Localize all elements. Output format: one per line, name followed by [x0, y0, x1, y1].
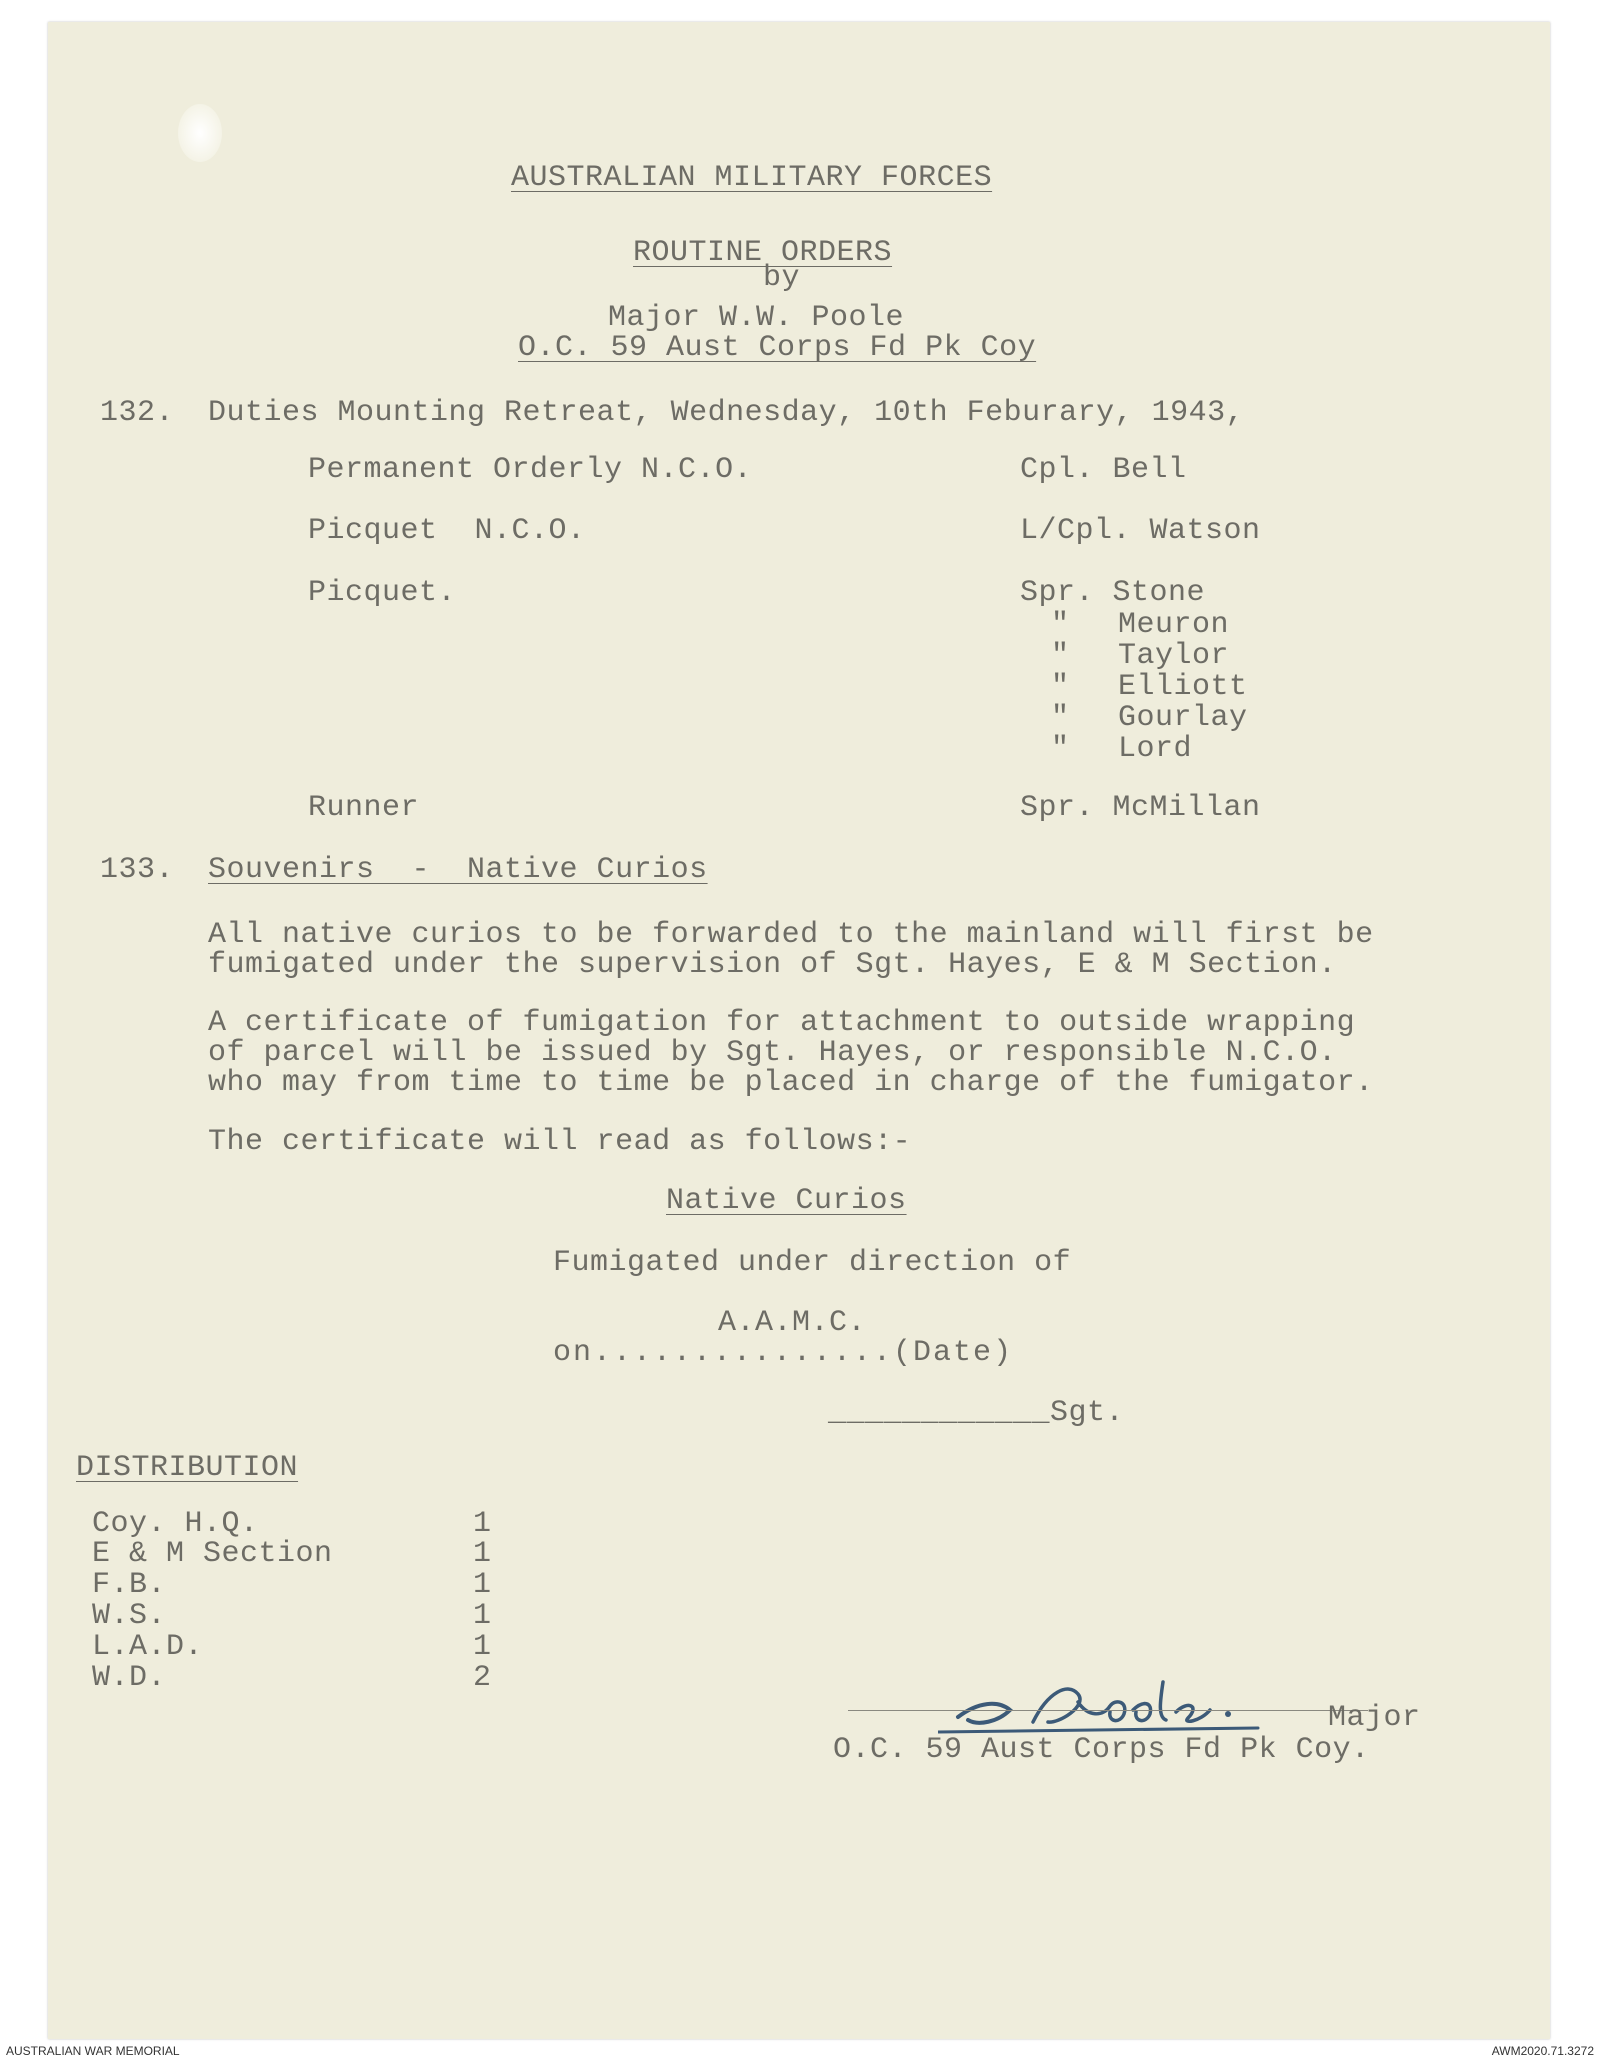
paragraph-line: who may from time to time be placed in charge of the fumigator.: [208, 1066, 1374, 1100]
certificate-date-line: on...............(Date): [553, 1336, 1014, 1370]
duty-person: Spr. McMillan: [1020, 791, 1261, 825]
header-line-forces: AUSTRALIAN MILITARY FORCES: [511, 161, 993, 195]
header-line-officer: Major W.W. Poole: [608, 301, 905, 335]
distribution-qty: 1: [473, 1599, 492, 1633]
picquet-name: Taylor: [1118, 639, 1230, 673]
ditto-mark: ": [1051, 639, 1070, 673]
duty-person: Cpl. Bell: [1020, 453, 1187, 487]
duty-label: Permanent Orderly N.C.O.: [308, 453, 753, 487]
footer-credit: AUSTRALIAN WAR MEMORIAL: [6, 2044, 180, 2058]
paragraph-line: The certificate will read as follows:-: [208, 1125, 912, 1159]
distribution-label: L.A.D.: [92, 1630, 204, 1664]
distribution-qty: 2: [473, 1661, 492, 1695]
picquet-name: Gourlay: [1118, 701, 1248, 735]
distribution-label: F.B.: [92, 1568, 167, 1602]
certificate-signature-line: ____________Sgt.: [828, 1396, 1125, 1430]
header-line-by: by: [763, 261, 801, 295]
signatory-rank: Major: [1328, 1701, 1421, 1735]
duty-person: Spr. Stone: [1020, 576, 1206, 610]
picquet-name: Meuron: [1118, 608, 1230, 642]
picquet-name: Lord: [1118, 732, 1193, 766]
paragraph-line: fumigated under the supervision of Sgt. Hayes, E & M Section.: [208, 948, 1337, 982]
distribution-qty: 1: [473, 1537, 492, 1571]
ditto-mark: ": [1051, 732, 1070, 766]
duty-label: Picquet.: [308, 576, 457, 610]
order-132-title: Duties Mounting Retreat, Wednesday, 10th Feburary, 1943,: [208, 396, 1245, 430]
header-line-orders: ROUTINE ORDERS: [633, 236, 893, 270]
ditto-mark: ": [1051, 608, 1070, 642]
distribution-heading: DISTRIBUTION: [76, 1451, 299, 1485]
header-line-unit: O.C. 59 Aust Corps Fd Pk Coy: [518, 331, 1037, 365]
duty-label: Runner: [308, 791, 420, 825]
document-page: [48, 22, 1550, 2039]
signature-rule: [848, 1710, 1368, 1711]
distribution-label: W.D.: [92, 1661, 167, 1695]
distribution-label: E & M Section: [92, 1537, 333, 1571]
footer-accession: AWM2020.71.3272: [1491, 2044, 1594, 2058]
distribution-qty: 1: [473, 1630, 492, 1664]
order-133-title: Souvenirs - Native Curios: [208, 853, 708, 887]
duty-person: L/Cpl. Watson: [1020, 514, 1261, 548]
distribution-label: Coy. H.Q.: [92, 1507, 259, 1541]
certificate-line: A.A.M.C.: [718, 1306, 867, 1340]
ditto-mark: ": [1051, 670, 1070, 704]
distribution-qty: 1: [473, 1568, 492, 1602]
distribution-qty: 1: [473, 1507, 492, 1541]
ditto-mark: ": [1051, 701, 1070, 735]
paragraph-line: A certificate of fumigation for attachment to outside wrapping: [208, 1006, 1356, 1040]
signatory-title: O.C. 59 Aust Corps Fd Pk Coy.: [833, 1733, 1370, 1767]
picquet-name: Elliott: [1118, 670, 1248, 704]
distribution-label: W.S.: [92, 1599, 167, 1633]
certificate-line: Fumigated under direction of: [553, 1246, 1072, 1280]
duty-label: Picquet N.C.O.: [308, 514, 586, 548]
order-133-number: 133.: [100, 853, 175, 887]
certificate-title: Native Curios: [666, 1184, 907, 1218]
order-132-number: 132.: [100, 396, 175, 430]
paragraph-line: All native curios to be forwarded to the mainland will first be: [208, 918, 1374, 952]
paper-damage: [178, 104, 222, 162]
paragraph-line: of parcel will be issued by Sgt. Hayes, or responsible N.C.O.: [208, 1036, 1337, 1070]
